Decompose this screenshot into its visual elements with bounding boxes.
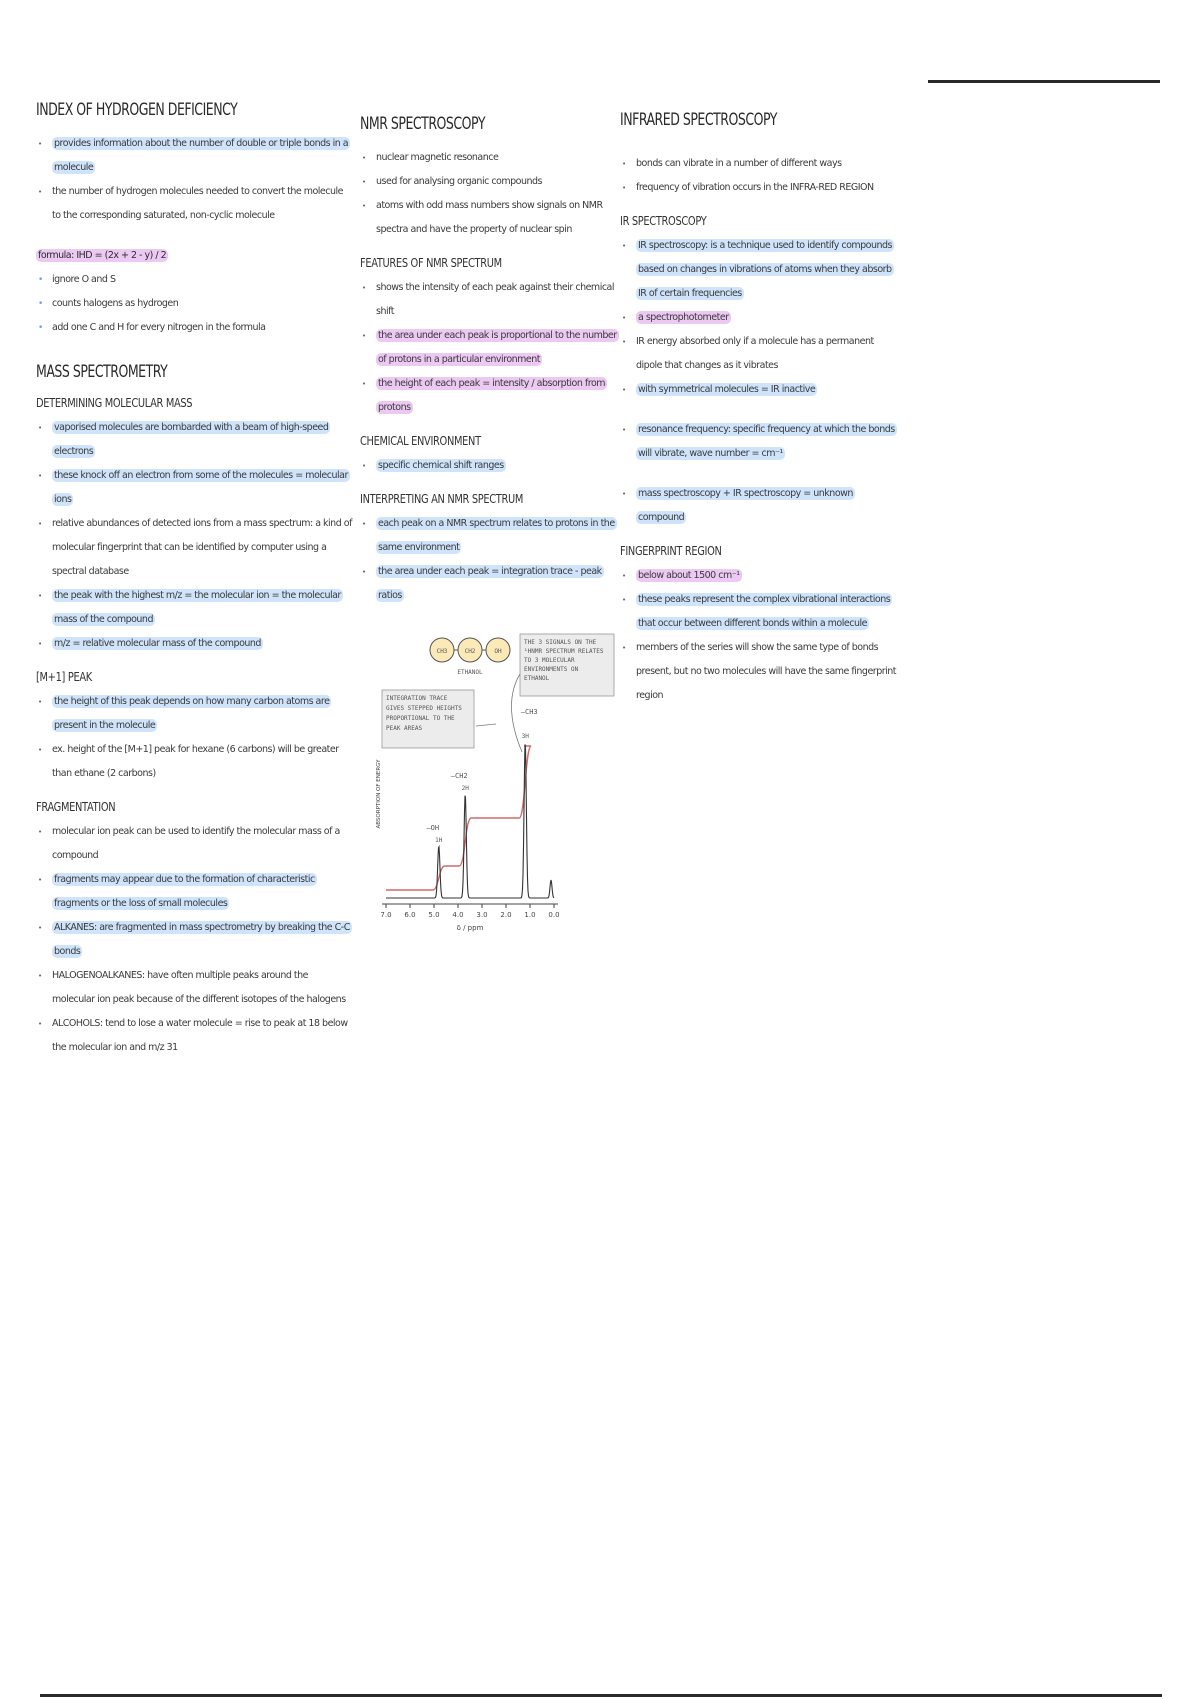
integration-note-line: GIVES STEPPED HEIGHTS	[386, 705, 462, 712]
ir-title: INFRARED SPECTROSCOPY	[620, 110, 777, 130]
x-tick-label: 2.0	[500, 911, 512, 919]
list-item: • bonds can vibrate in a number of different ways	[620, 152, 902, 176]
list-item: • used for analysing organic compounds	[360, 170, 618, 194]
signals-note-line: TO 3 MOLECULAR	[524, 657, 575, 664]
ethanol-structure	[430, 638, 510, 676]
frag-title: FRAGMENTATION	[36, 800, 116, 814]
interp-points	[360, 512, 618, 608]
chem-points	[360, 454, 618, 478]
list-item: • the area under each peak = integration trace - peak ratios	[360, 560, 618, 608]
list-item: • the height of this peak depends on how many carbon atoms are present in the molecule	[36, 690, 352, 738]
ihd-formula: formula: IHD = (2x + 2 - y) / 2	[38, 250, 167, 261]
list-item: • resonance frequency: specific frequency at which the bonds will vibrate, wave number = cm⁻¹	[620, 418, 902, 466]
list-item: • IR spectroscopy: is a technique used to identify compounds based on changes in vibrations of atoms when they absorb IR of certain frequencies	[620, 234, 902, 306]
list-item: • nuclear magnetic resonance	[360, 146, 618, 170]
group-label: CH2	[464, 648, 476, 655]
integration-note-line: INTEGRATION TRACE	[386, 695, 448, 702]
ihd-rules	[36, 268, 352, 340]
list-item: • atoms with odd mass numbers show signals on NMR spectra and have the property of nuclear spin	[360, 194, 618, 242]
peak-group-label: —CH3	[520, 708, 538, 716]
finger-points	[620, 564, 902, 708]
list-item: • ALCOHOLS: tend to lose a water molecule = rise to peak at 18 below the molecular ion and m/z 31	[36, 1012, 352, 1060]
list-item: • counts halogens as hydrogen	[36, 292, 352, 316]
x-tick-label: 3.0	[476, 911, 488, 919]
list-item: • ex. height of the [M+1] peak for hexane (6 carbons) will be greater than ethane (2 carbons)	[36, 738, 352, 786]
ihd-points	[36, 132, 352, 228]
list-item: • mass spectroscopy + IR spectroscopy = unknown compound	[620, 482, 902, 530]
integration-note-line: PEAK AREAS	[386, 725, 423, 732]
x-tick-label: 7.0	[380, 911, 392, 919]
list-item: • each peak on a NMR spectrum relates to protons in the same environment	[360, 512, 618, 560]
spectrum-line	[386, 744, 554, 898]
list-item: • these peaks represent the complex vibrational interactions that occur between different bonds within a molecule	[620, 588, 902, 636]
integration-trace	[386, 746, 531, 890]
chem-title: CHEMICAL ENVIRONMENT	[360, 434, 481, 448]
integration-note-line: PROPORTIONAL TO THE	[386, 715, 455, 722]
group-label: OH	[494, 648, 502, 655]
list-item: • ALKANES: are fragmented in mass spectrometry by breaking the C-C bonds	[36, 916, 352, 964]
list-item: • with symmetrical molecules = IR inactive	[620, 378, 902, 402]
x-tick-label: 0.0	[548, 911, 560, 919]
ihd-title: INDEX OF HYDROGEN DEFICIENCY	[36, 100, 238, 120]
finger-title: FINGERPRINT REGION	[620, 544, 722, 558]
interp-title: INTERPRETING AN NMR SPECTRUM	[360, 492, 524, 506]
peak-count-label: 3H	[521, 733, 529, 740]
list-item: • the height of each peak = intensity / absorption from protons	[360, 372, 618, 420]
nmr-spectrum-svg	[372, 624, 618, 954]
signals-note-line: THE 3 SIGNALS ON THE	[524, 639, 597, 646]
list-item: • the area under each peak is proportional to the number of protons in a particular environment	[360, 324, 618, 372]
list-item: • members of the series will show the same type of bonds present, but no two molecules will have the same fingerprint region	[620, 636, 902, 708]
m1-title: [M+1] PEAK	[36, 670, 92, 684]
group-label: CH3	[436, 648, 448, 655]
x-tick-label: 6.0	[404, 911, 416, 919]
list-item: • these knock off an electron from some of the molecules = molecular ions	[36, 464, 352, 512]
irspec-points	[620, 234, 902, 402]
frag-points	[36, 820, 352, 1060]
x-axis-label: δ / ppm	[456, 924, 484, 932]
features-points	[360, 276, 618, 420]
m1-points	[36, 690, 352, 786]
list-item: • molecular ion peak can be used to identify the molecular mass of a compound	[36, 820, 352, 868]
peak-count-label: 2H	[461, 785, 469, 792]
list-item: • IR energy absorbed only if a molecule has a permanent dipole that changes as it vibrates	[620, 330, 902, 378]
bottom-rule	[40, 1694, 1162, 1697]
x-tick-label: 4.0	[452, 911, 464, 919]
list-item: • relative abundances of detected ions from a mass spectrum: a kind of molecular fingerprint that can be identified by computer using a spectral database	[36, 512, 352, 584]
signals-note-line: ENVIRONMENTS ON	[524, 666, 579, 673]
x-tick-label: 1.0	[524, 911, 536, 919]
list-item: • provides information about the number of double or triple bonds in a molecule	[36, 132, 352, 180]
list-item: • the number of hydrogen molecules needed to convert the molecule to the corresponding saturated, non-cyclic molecule	[36, 180, 352, 228]
column-left	[36, 100, 352, 1066]
signals-note-line: ETHANOL	[524, 675, 550, 682]
ir-points	[620, 152, 902, 200]
determining-points	[36, 416, 352, 656]
irspec-points-2	[620, 418, 902, 466]
irspec-title: IR SPECTROSCOPY	[620, 214, 707, 228]
list-item: • below about 1500 cm⁻¹	[620, 564, 902, 588]
y-axis-label: ABSORPTION OF ENERGY	[376, 759, 382, 829]
nmr-points	[360, 146, 618, 242]
list-item: • vaporised molecules are bombarded with a beam of high-speed electrons	[36, 416, 352, 464]
peak-group-label: —OH	[426, 824, 440, 832]
list-item: • m/z = relative molecular mass of the compound	[36, 632, 352, 656]
list-item: • a spectrophotometer	[620, 306, 902, 330]
list-item: • shows the intensity of each peak against their chemical shift	[360, 276, 618, 324]
list-item: • specific chemical shift ranges	[360, 454, 618, 478]
features-title: FEATURES OF NMR SPECTRUM	[360, 256, 502, 270]
peak-group-label: —CH2	[450, 772, 468, 780]
list-item: • the peak with the highest m/z = the molecular ion = the molecular mass of the compound	[36, 584, 352, 632]
x-ticks	[380, 904, 559, 919]
list-item: • HALOGENOALKANES: have often multiple peaks around the molecular ion peak because of the different isotopes of the halogens	[36, 964, 352, 1012]
determining-title: DETERMINING MOLECULAR MASS	[36, 396, 193, 410]
list-item: • frequency of vibration occurs in the INFRA-RED REGION	[620, 176, 902, 200]
nmr-title: NMR SPECTROSCOPY	[360, 114, 485, 134]
list-item: • fragments may appear due to the formation of characteristic fragments or the loss of small molecules	[36, 868, 352, 916]
peak-count-label: 1H	[435, 837, 443, 844]
column-right	[620, 100, 902, 714]
irspec-points-3	[620, 482, 902, 530]
top-rule	[928, 80, 1160, 83]
list-item: • add one C and H for every nitrogen in the formula	[36, 316, 352, 340]
mass-title: MASS SPECTROMETRY	[36, 362, 168, 382]
molecule-label: ETHANOL	[457, 669, 483, 676]
x-tick-label: 5.0	[428, 911, 440, 919]
column-middle	[360, 100, 618, 614]
nmr-spectrum-figure	[372, 624, 618, 954]
signals-note-line: ¹HNMR SPECTRUM RELATES	[524, 648, 604, 655]
list-item: • ignore O and S	[36, 268, 352, 292]
